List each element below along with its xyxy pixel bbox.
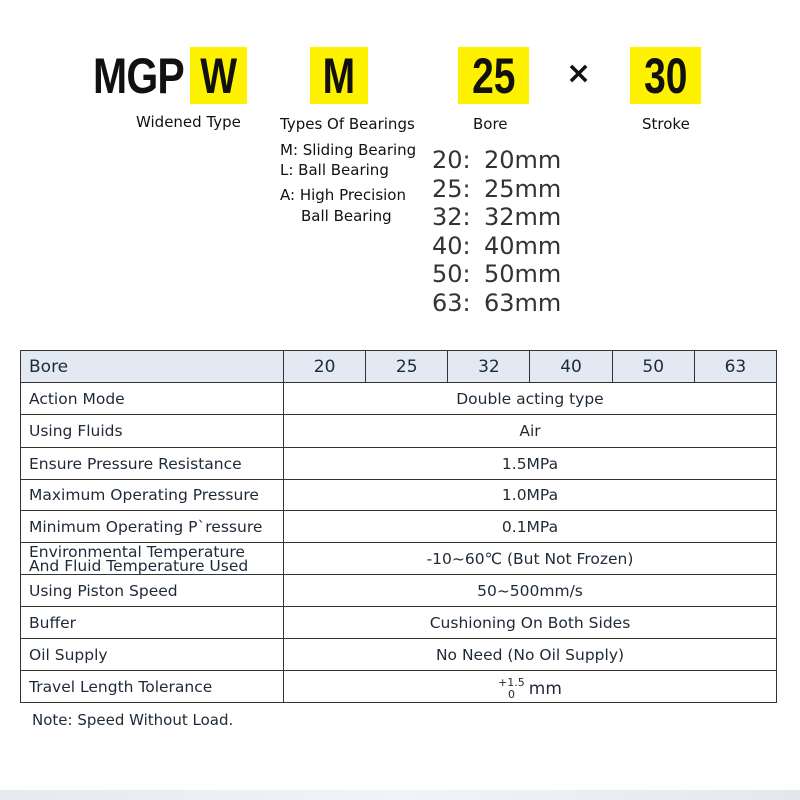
header-size: 20 xyxy=(284,351,366,383)
bearing-code: M xyxy=(322,47,356,104)
table-row xyxy=(21,383,777,415)
row-value: 50~500mm/s xyxy=(284,575,777,607)
bore-option: 25: 25mm xyxy=(432,174,562,203)
footnote: Note: Speed Without Load. xyxy=(32,711,234,729)
model-prefix: MGP xyxy=(93,48,184,104)
row-value: -10~60℃ (But Not Frozen) xyxy=(284,543,777,575)
table-row xyxy=(21,639,777,671)
tolerance-lower: 0 xyxy=(507,688,515,701)
row-value: 1.5MPa xyxy=(284,448,777,480)
row-label: Oil Supply xyxy=(21,639,284,671)
row-value: 1.0MPa xyxy=(284,480,777,511)
caption-bore: Bore xyxy=(473,115,508,133)
table-row xyxy=(21,607,777,639)
tolerance-upper: +1.5 xyxy=(498,676,525,689)
bore-options-list xyxy=(432,146,561,318)
row-label: Action Mode xyxy=(21,383,284,415)
type-code-box xyxy=(190,47,247,104)
row-label: Buffer xyxy=(21,607,284,639)
tolerance-unit: mm xyxy=(528,679,562,699)
bearing-code-box xyxy=(310,47,368,104)
times-icon: × xyxy=(566,56,592,91)
row-label: Ensure Pressure Resistance xyxy=(21,448,284,480)
row-label: Environmental Temperature And Fluid Temperature Used xyxy=(21,543,284,575)
bore-code-box xyxy=(458,47,529,104)
row-label: Using Piston Speed xyxy=(21,575,284,607)
bore-option: 50: 50mm xyxy=(432,260,562,289)
bearing-types-list xyxy=(280,140,416,226)
table-row xyxy=(21,543,777,575)
table-row xyxy=(21,480,777,511)
header-size: 40 xyxy=(530,351,612,383)
header-bore-label: Bore xyxy=(21,351,284,383)
row-value: Air xyxy=(284,415,777,448)
bearing-option: Ball Bearing xyxy=(301,207,392,225)
table-row xyxy=(21,511,777,543)
bearing-option: L: Ball Bearing xyxy=(280,161,389,179)
header-size: 32 xyxy=(448,351,530,383)
row-label: Using Fluids xyxy=(21,415,284,448)
header-size: 25 xyxy=(366,351,448,383)
row-value: Cushioning On Both Sides xyxy=(284,607,777,639)
table-header-row xyxy=(21,351,777,383)
row-label: Travel Length Tolerance xyxy=(21,671,284,703)
row-value xyxy=(284,671,777,703)
table-row xyxy=(21,448,777,480)
row-label: Minimum Operating P`ressure xyxy=(21,511,284,543)
bore-option: 40: 40mm xyxy=(432,231,562,260)
bore-option: 32: 32mm xyxy=(432,203,562,232)
type-code: W xyxy=(200,47,237,104)
row-value: No Need (No Oil Supply) xyxy=(284,639,777,671)
row-value: 0.1MPa xyxy=(284,511,777,543)
row-label: Maximum Operating Pressure xyxy=(21,480,284,511)
tolerance-value xyxy=(498,677,562,701)
table-row xyxy=(21,575,777,607)
row-value: Double acting type xyxy=(284,383,777,415)
stroke-code: 30 xyxy=(643,47,688,104)
caption-stroke: Stroke xyxy=(642,115,690,133)
stroke-code-box xyxy=(630,47,701,104)
bore-option: 20: 20mm xyxy=(432,146,562,174)
table-row xyxy=(21,671,777,703)
bore-code: 25 xyxy=(471,47,516,104)
bearing-option: M: Sliding Bearing xyxy=(280,141,417,159)
bore-option: 63: 63mm xyxy=(432,288,562,317)
caption-widened-type: Widened Type xyxy=(136,113,241,131)
spec-table xyxy=(20,350,777,703)
header-size: 63 xyxy=(694,351,776,383)
header-size: 50 xyxy=(612,351,694,383)
bottom-strip xyxy=(0,790,800,800)
bearing-option: A: High Precision xyxy=(280,186,406,204)
table-row xyxy=(21,415,777,448)
caption-bearing-types: Types Of Bearings xyxy=(280,115,415,133)
